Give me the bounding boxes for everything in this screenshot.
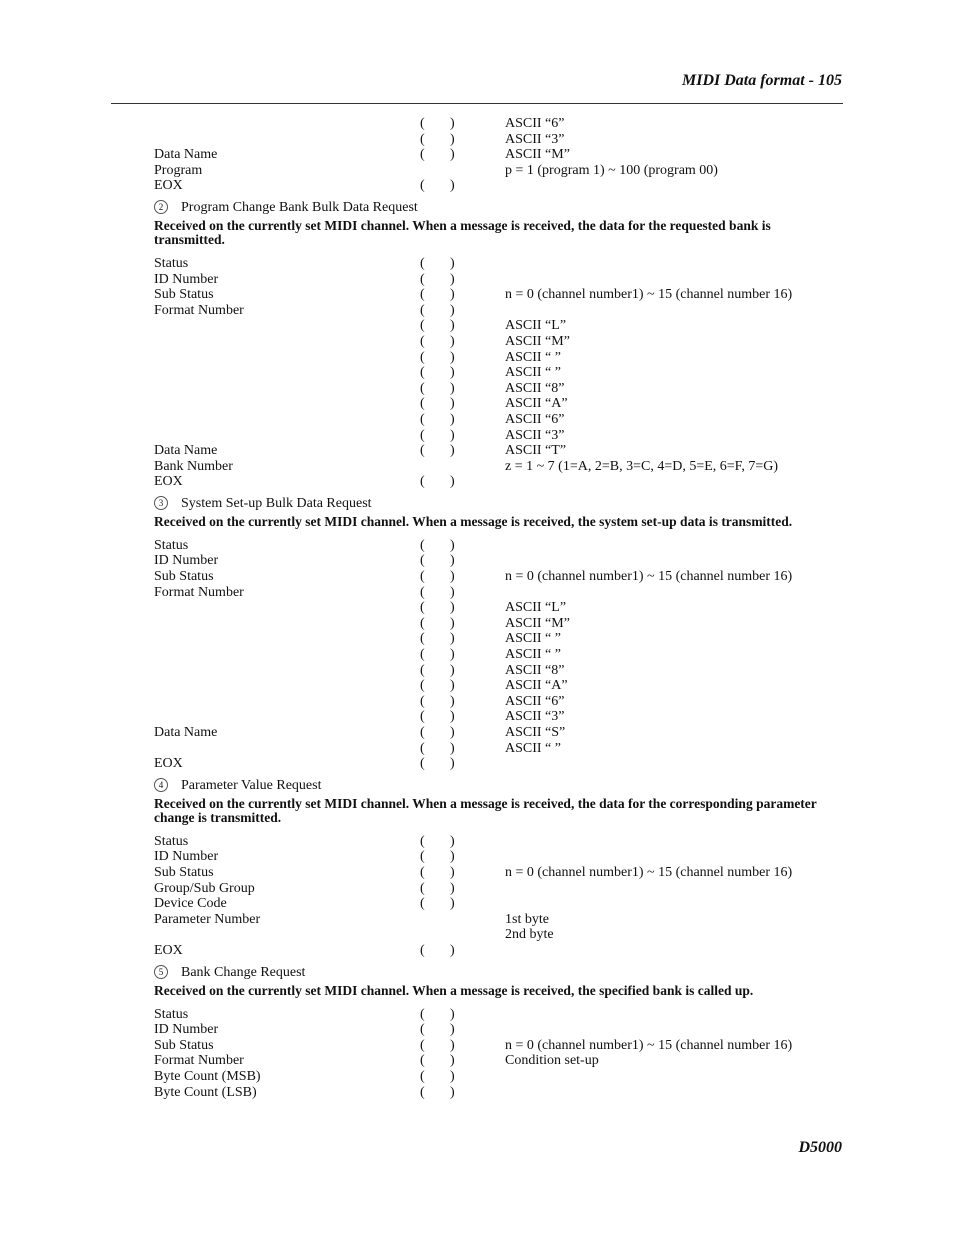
- data-row: ID Number ( ): [154, 1022, 455, 1038]
- data-row: [154, 163, 844, 179]
- field-description: ASCII “L”: [505, 600, 567, 616]
- data-row: Device Code ( ): [154, 896, 455, 912]
- field-name: Program: [154, 162, 203, 178]
- field-name: Group/Sub Group: [154, 880, 255, 896]
- header-rule: [111, 103, 843, 104]
- field-description: n = 0 (channel number1) ~ 15 (channel number 16): [505, 569, 793, 585]
- field-name: Parameter Number: [154, 911, 261, 927]
- field-description: ASCII “3”: [505, 131, 565, 147]
- field-description: ASCII “6”: [505, 411, 565, 427]
- field-name: Byte Count (LSB): [154, 1084, 257, 1100]
- section-note: Received on the currently set MIDI channel. When a message is received, the data for the corresponding parameter change is transmitted.: [154, 795, 817, 825]
- field-description: ASCII “3”: [505, 427, 565, 443]
- data-row: ( ) ASCII “A”: [420, 396, 568, 412]
- data-row: Group/Sub Group ( ): [154, 880, 455, 896]
- field-description: 1st byte: [505, 911, 549, 927]
- data-row: ( ) ASCII “8”: [420, 662, 565, 678]
- field-name: Format Number: [154, 584, 244, 600]
- page-header: MIDI Data format - 105: [681, 72, 842, 89]
- section-number-badge: 4: [154, 778, 168, 792]
- field-name: EOX: [154, 756, 183, 772]
- data-row: Format Number ( ): [154, 584, 455, 600]
- field-description: ASCII “8”: [505, 662, 565, 678]
- field-description: ASCII “ ”: [505, 740, 561, 756]
- section-title: [154, 965, 844, 980]
- data-row: Status ( ): [154, 1006, 455, 1022]
- data-row: ( ) ASCII “6”: [420, 693, 565, 709]
- field-name: Sub Status: [154, 864, 214, 880]
- data-row: Data Name ( ) ASCII “T”: [154, 443, 567, 459]
- section-number-badge: 5: [154, 965, 168, 979]
- data-row: EOX ( ): [154, 756, 455, 772]
- field-name: ID Number: [154, 849, 219, 865]
- field-description: ASCII “M”: [505, 333, 570, 349]
- data-row: EOX ( ): [154, 942, 455, 958]
- data-row: ( ) ASCII “L”: [420, 318, 567, 334]
- field-name: Status: [154, 255, 189, 271]
- data-row: ( ) ASCII “ ”: [420, 647, 561, 663]
- field-name: Byte Count (MSB): [154, 1068, 261, 1084]
- data-row: ( ) ASCII “3”: [420, 427, 565, 443]
- field-name: ID Number: [154, 271, 219, 287]
- section-title-text: Parameter Value Request: [181, 777, 322, 793]
- data-row: Data Name ( ) ASCII “M”: [154, 147, 570, 163]
- field-description: n = 0 (channel number1) ~ 15 (channel number 16): [505, 864, 793, 880]
- data-row: [154, 927, 844, 943]
- field-description: n = 0 (channel number1) ~ 15 (channel number 16): [505, 287, 793, 303]
- data-row: Byte Count (MSB) ( ): [154, 1068, 455, 1084]
- field-description: ASCII “S”: [505, 725, 566, 740]
- field-name: Sub Status: [154, 1037, 214, 1053]
- data-row: Status ( ): [154, 833, 455, 849]
- field-name: Data Name: [154, 725, 218, 740]
- field-name: Format Number: [154, 1053, 244, 1069]
- data-row: Sub Status ( ) n = 0 (channel number1) ~ 15 (channel number 16): [154, 1037, 793, 1053]
- field-description: z = 1 ~ 7 (1=A, 2=B, 3=C, 4=D, 5=E, 6=F, 7=G): [505, 458, 778, 474]
- data-row: ( ) ASCII “6”: [420, 116, 565, 131]
- section-note: Received on the currently set MIDI channel. When a message is received, the system set-up data is transmitted.: [154, 513, 793, 529]
- data-row: Sub Status ( ) n = 0 (channel number1) ~ 15 (channel number 16): [154, 864, 793, 880]
- data-row: ( ) ASCII “8”: [420, 380, 565, 396]
- field-description: ASCII “M”: [505, 147, 570, 163]
- field-name: Data Name: [154, 443, 218, 459]
- field-description: ASCII “L”: [505, 318, 567, 334]
- field-name: ID Number: [154, 1022, 219, 1038]
- field-name: Sub Status: [154, 569, 214, 585]
- data-row: Format Number ( ): [154, 302, 455, 318]
- field-description: ASCII “A”: [505, 396, 568, 412]
- section-number-badge: 2: [154, 200, 168, 214]
- field-name: Format Number: [154, 302, 244, 318]
- field-description: Condition set-up: [505, 1053, 599, 1069]
- data-row: Sub Status ( ) n = 0 (channel number1) ~ 15 (channel number 16): [154, 287, 793, 303]
- data-row: ( ) ASCII “6”: [420, 411, 565, 427]
- field-name: Bank Number: [154, 458, 233, 474]
- section-title: [154, 496, 844, 511]
- document-body: [154, 116, 844, 1100]
- page-footer: D5000: [798, 1139, 842, 1156]
- data-row: ( ) ASCII “A”: [420, 678, 568, 694]
- data-row: ID Number ( ): [154, 849, 455, 865]
- field-description: ASCII “6”: [505, 116, 565, 131]
- data-row: ( ) ASCII “M”: [420, 333, 570, 349]
- data-row: ( ) ASCII “3”: [420, 131, 565, 147]
- data-row: ( ) ASCII “M”: [420, 615, 570, 631]
- field-description: ASCII “8”: [505, 380, 565, 396]
- field-description: ASCII “ ”: [505, 647, 561, 663]
- data-row: Status ( ): [154, 255, 455, 271]
- field-description: ASCII “A”: [505, 678, 568, 694]
- field-name: EOX: [154, 178, 183, 194]
- field-description: ASCII “ ”: [505, 631, 561, 647]
- field-name: Device Code: [154, 896, 227, 912]
- section-title-text: System Set-up Bulk Data Request: [181, 495, 372, 511]
- section-title-text: Program Change Bank Bulk Data Request: [181, 199, 418, 215]
- data-row: Sub Status ( ) n = 0 (channel number1) ~ 15 (channel number 16): [154, 569, 793, 585]
- data-row: ID Number ( ): [154, 553, 455, 569]
- field-name: Status: [154, 537, 189, 553]
- section-note: Received on the currently set MIDI channel. When a message is received, the specified bank is called up.: [154, 982, 754, 998]
- section-title-text: Bank Change Request: [181, 964, 306, 980]
- field-description: n = 0 (channel number1) ~ 15 (channel number 16): [505, 1037, 793, 1053]
- field-name: ID Number: [154, 553, 219, 569]
- data-row: ( ) ASCII “3”: [420, 709, 565, 725]
- data-row: ( ) ASCII “ ”: [420, 740, 561, 756]
- section-number-badge: 3: [154, 496, 168, 510]
- data-row: Data Name ( ) ASCII “S”: [154, 725, 566, 740]
- data-row: ID Number ( ): [154, 271, 455, 287]
- data-row: Status ( ): [154, 537, 455, 553]
- field-name: EOX: [154, 942, 183, 958]
- field-name: Status: [154, 1006, 189, 1022]
- data-row: ( ) ASCII “ ”: [420, 349, 561, 365]
- data-row: [154, 459, 844, 475]
- section-title: [154, 200, 844, 215]
- field-description: ASCII “ ”: [505, 349, 561, 365]
- data-row: EOX ( ): [154, 178, 455, 194]
- field-description: 2nd byte: [505, 927, 554, 943]
- field-description: ASCII “ ”: [505, 365, 561, 381]
- field-name: Sub Status: [154, 287, 214, 303]
- field-description: p = 1 (program 1) ~ 100 (program 00): [505, 162, 718, 178]
- field-description: ASCII “M”: [505, 615, 570, 631]
- field-description: ASCII “T”: [505, 443, 567, 459]
- data-row: EOX ( ): [154, 474, 455, 490]
- data-row: Format Number ( ) Condition set-up: [154, 1053, 599, 1069]
- data-row: [154, 912, 844, 928]
- data-row: Byte Count (LSB) ( ): [154, 1084, 455, 1100]
- field-description: ASCII “3”: [505, 709, 565, 725]
- section-note: Received on the currently set MIDI channel. When a message is received, the data for the requested bank is transmitted.: [154, 217, 771, 247]
- field-name: Status: [154, 833, 189, 849]
- field-name: EOX: [154, 474, 183, 490]
- data-row: ( ) ASCII “ ”: [420, 365, 561, 381]
- data-row: ( ) ASCII “L”: [420, 600, 567, 616]
- field-name: Data Name: [154, 147, 218, 163]
- data-row: ( ) ASCII “ ”: [420, 631, 561, 647]
- field-description: ASCII “6”: [505, 693, 565, 709]
- section-title: [154, 778, 844, 793]
